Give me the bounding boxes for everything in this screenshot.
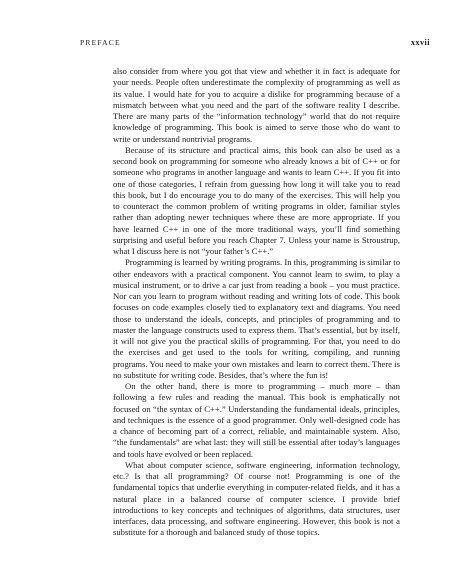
page-number: xxvii [411, 38, 430, 47]
paragraph-1: also consider from where you got that view and whether it in fact is adequate for your needs. People often underestimate the complexity of programming as well as its value. I would hate for you to acquire a dislike for programming because of a mismatch between what you need and the part of the software reality I describe. There are many parts of the “information technology” world that do not require knowledge of programming. This book is aimed to serve those who do want to write or understand nontrivial programs. [113, 66, 400, 144]
paragraph-5: What about computer science, software engineering, information technology, etc.? Is that all programming? Of course not! Programming is one of the fundamental topics that underlie everything in computer-related fields, and it has a natural place in a balanced course of computer science. I provide brief introductions to key concepts and techniques of algorithms, data structures, user interfaces, data processing, and software engineering. However, this book is not a substitute for a thorough and balanced study of those topics. [113, 459, 400, 538]
running-header [80, 38, 430, 50]
paragraph-3: Programming is learned by writing programs. In this, programming is similar to other endeavors with a practical component. You cannot learn to swim, to play a musical instrument, or to drive a car just from reading a book – you must practice. Nor can you learn to program without reading and writing lots of code. This book focuses on code examples closely tied to explanatory text and diagrams. You need those to understand the ideals, concepts, and principles of programming and to master the language constructs used to express them. That’s essential, but by itself, it will not give you the practical skills of programming. For that, you need to do the exercises and get used to the tools for writing, compiling, and running programs. You need to make your own mistakes and learn to correct them. There is no substitute for writing code. Besides, that’s where the fun is! [113, 257, 400, 380]
paragraph-4: On the other hand, there is more to programming – much more – than following a few rules and reading the manual. This book is emphatically not focused on “the syntax of C++.” Understanding the fundamental ideals, principles, and techniques is the essence of a good programmer. Only well-designed code has a chance of becoming part of a correct, reliable, and maintainable system. Also, “the fundamentals” are what last: they will still be essential after today’s languages and tools have evolved or been replaced. [113, 381, 400, 459]
body-text [113, 66, 400, 539]
section-title: PREFACE [80, 38, 121, 47]
paragraph-2: Because of its structure and practical aims, this book can also be used as a second book on programming for someone who already knows a bit of C++ or for someone who programs in another language and wants to learn C++. If you fit into one of those categories, I refrain from guessing how long it will take you to read this book, but I do encourage you to do many of the exercises. This will help you to counteract the common problem of writing programs in older, familiar styles rather than adopting newer techniques where these are more appropriate. If you have learned C++ in one of the more traditional ways, you’ll find something surprising and useful before you reach Chapter 7. Unless your name is Stroustrup, what I discuss here is not “your father’s C++.” [113, 144, 400, 256]
